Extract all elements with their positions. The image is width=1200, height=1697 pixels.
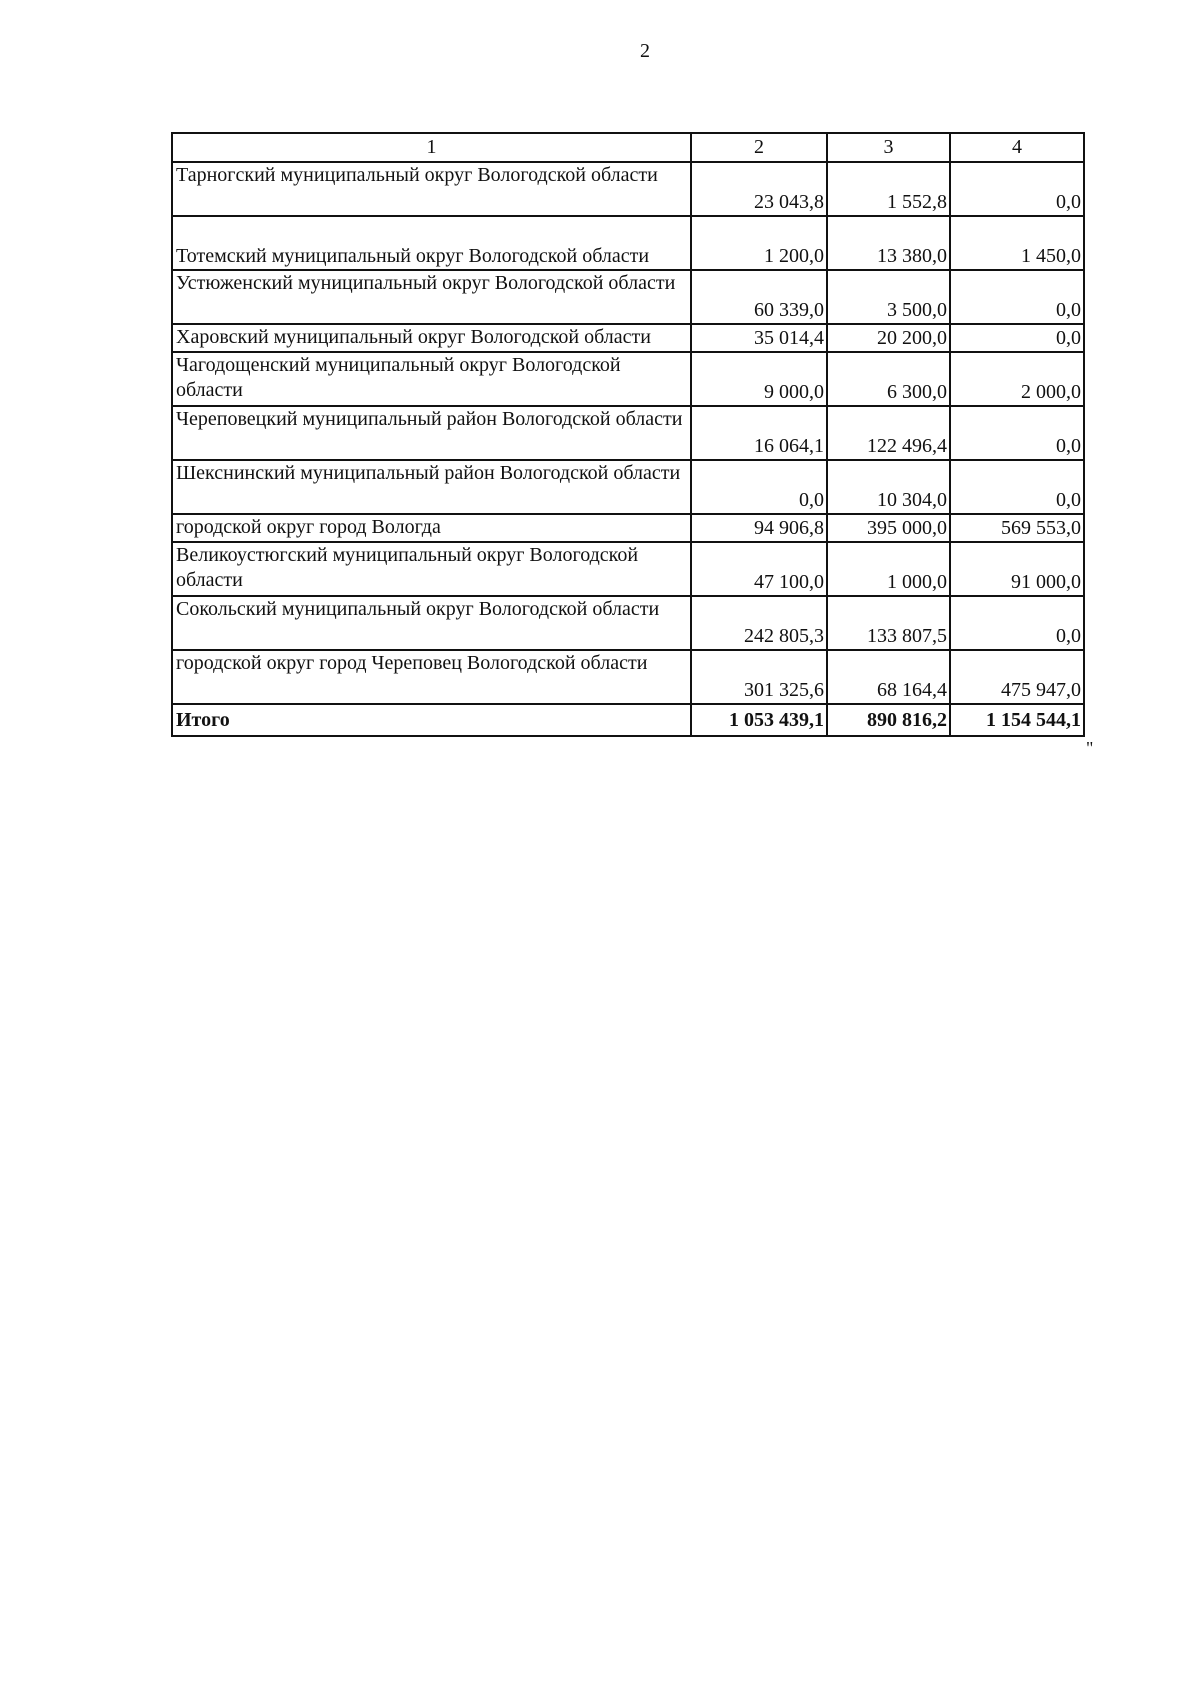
table-row bbox=[172, 162, 1084, 216]
municipality-name: Великоустюгский муниципальный округ Вологодской области bbox=[172, 542, 691, 596]
value-col-2: 242 805,3 bbox=[691, 596, 827, 650]
municipality-name: городской округ город Череповец Вологодской области bbox=[172, 650, 691, 704]
table-row bbox=[172, 650, 1084, 704]
total-col-2: 1 053 439,1 bbox=[691, 704, 827, 736]
closing-quote-mark: " bbox=[1086, 738, 1094, 758]
total-col-4: 1 154 544,1 bbox=[950, 704, 1084, 736]
value-col-3: 1 552,8 bbox=[827, 162, 950, 216]
column-header-2: 2 bbox=[691, 133, 827, 162]
value-col-3: 6 300,0 bbox=[827, 352, 950, 406]
column-header-1: 1 bbox=[172, 133, 691, 162]
value-col-2: 35 014,4 bbox=[691, 324, 827, 352]
allocation-table bbox=[171, 132, 1085, 737]
value-col-4: 2 000,0 bbox=[950, 352, 1084, 406]
value-col-4: 0,0 bbox=[950, 406, 1084, 460]
value-col-2: 47 100,0 bbox=[691, 542, 827, 596]
value-col-4: 0,0 bbox=[950, 596, 1084, 650]
value-col-4: 475 947,0 bbox=[950, 650, 1084, 704]
municipality-name: Сокольский муниципальный округ Вологодской области bbox=[172, 596, 691, 650]
table-row bbox=[172, 596, 1084, 650]
value-col-4: 0,0 bbox=[950, 162, 1084, 216]
table-row bbox=[172, 542, 1084, 596]
value-col-4: 0,0 bbox=[950, 270, 1084, 324]
value-col-3: 68 164,4 bbox=[827, 650, 950, 704]
value-col-2: 16 064,1 bbox=[691, 406, 827, 460]
column-header-4: 4 bbox=[950, 133, 1084, 162]
total-label: Итого bbox=[172, 704, 691, 736]
value-col-3: 10 304,0 bbox=[827, 460, 950, 514]
table-row bbox=[172, 270, 1084, 324]
value-col-3: 20 200,0 bbox=[827, 324, 950, 352]
value-col-2: 0,0 bbox=[691, 460, 827, 514]
municipality-name: Устюженский муниципальный округ Вологодской области bbox=[172, 270, 691, 324]
municipality-name: Тотемский муниципальный округ Вологодской области bbox=[172, 216, 691, 270]
municipality-name: Харовский муниципальный округ Вологодской области bbox=[172, 324, 691, 352]
value-col-3: 122 496,4 bbox=[827, 406, 950, 460]
table-header-row bbox=[172, 133, 1084, 162]
value-col-3: 1 000,0 bbox=[827, 542, 950, 596]
total-row bbox=[172, 704, 1084, 736]
total-col-3: 890 816,2 bbox=[827, 704, 950, 736]
column-header-3: 3 bbox=[827, 133, 950, 162]
value-col-3: 13 380,0 bbox=[827, 216, 950, 270]
value-col-3: 395 000,0 bbox=[827, 514, 950, 542]
value-col-4: 1 450,0 bbox=[950, 216, 1084, 270]
value-col-2: 1 200,0 bbox=[691, 216, 827, 270]
value-col-2: 94 906,8 bbox=[691, 514, 827, 542]
municipality-name: Череповецкий муниципальный район Вологодской области bbox=[172, 406, 691, 460]
municipality-name: Чагодощенский муниципальный округ Вологодской области bbox=[172, 352, 691, 406]
value-col-3: 133 807,5 bbox=[827, 596, 950, 650]
value-col-4: 91 000,0 bbox=[950, 542, 1084, 596]
table-row bbox=[172, 216, 1084, 270]
table-row bbox=[172, 324, 1084, 352]
table-row bbox=[172, 352, 1084, 406]
value-col-2: 23 043,8 bbox=[691, 162, 827, 216]
value-col-2: 60 339,0 bbox=[691, 270, 827, 324]
table-row bbox=[172, 406, 1084, 460]
municipality-name: Шекснинский муниципальный район Вологодской области bbox=[172, 460, 691, 514]
municipality-name: Тарногский муниципальный округ Вологодской области bbox=[172, 162, 691, 216]
value-col-2: 9 000,0 bbox=[691, 352, 827, 406]
value-col-4: 0,0 bbox=[950, 460, 1084, 514]
value-col-4: 0,0 bbox=[950, 324, 1084, 352]
value-col-4: 569 553,0 bbox=[950, 514, 1084, 542]
value-col-3: 3 500,0 bbox=[827, 270, 950, 324]
table-row bbox=[172, 460, 1084, 514]
page-number: 2 bbox=[640, 40, 650, 62]
municipality-name: городской округ город Вологда bbox=[172, 514, 691, 542]
value-col-2: 301 325,6 bbox=[691, 650, 827, 704]
table-row bbox=[172, 514, 1084, 542]
